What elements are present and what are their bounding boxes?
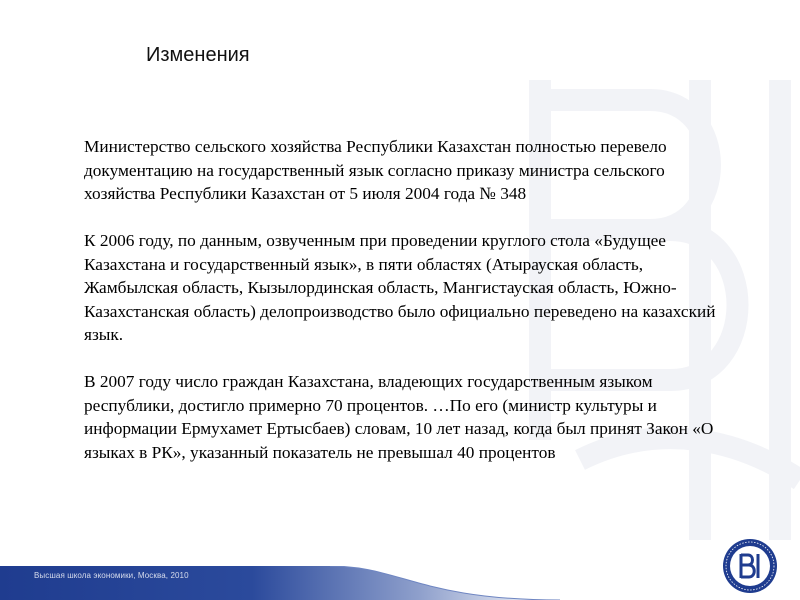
paragraph-1: Министерство сельского хозяйства Республики Казахстан полностью перевело документацию на государственный язык согласно приказу министра сельского хозяйства Республики Казахстан от 5 июля 2004 года № 348 [84,137,667,203]
hse-logo-icon [721,537,779,595]
footer-caption: Высшая школа экономики, Москва, 2010 [34,571,189,580]
paragraph-2: К 2006 году, по данным, озвученным при проведении круглого стола «Будущее Казахстана и государственный язык», в пяти областях (Атырауская область, Жамбылская область, Кызылординская область, Мангистауская область, Южно-Казахстанская область) делопроизводство было официально переведено на казахский язык. [84,231,716,344]
page-title: Изменения [146,44,250,66]
paragraph-3: В 2007 году число граждан Казахстана, владеющих государственным языком республики, достигло примерно 70 процентов. …По его (министр культуры и информации Ермухамет Ертысбаев) словам, 10 лет назад, когда был принят Закон «О языках в РК», указанный показатель не превышал 40 процентов [84,372,714,462]
body-text [84,135,724,488]
